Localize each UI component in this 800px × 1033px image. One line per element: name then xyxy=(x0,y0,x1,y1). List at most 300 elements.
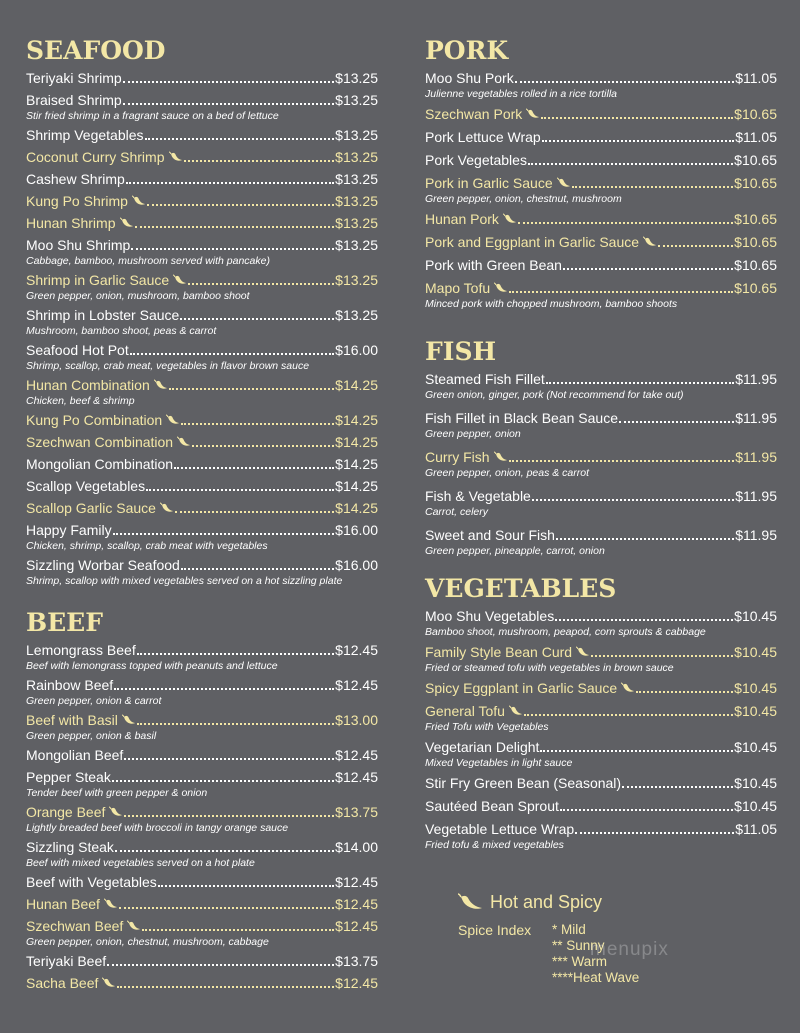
item-name: Hunan Pork xyxy=(425,211,499,227)
dot-leader xyxy=(114,677,334,690)
dot-leader xyxy=(575,821,734,834)
menu-item-row xyxy=(425,703,777,720)
section-fish xyxy=(425,338,777,557)
item-description: Beef with lemongrass topped with peanuts and lettuce xyxy=(26,660,278,672)
item-description: Green pepper, pineapple, carrot, onion xyxy=(425,545,605,557)
menu-item-row xyxy=(26,953,378,970)
item-description: Tender beef with green pepper & onion xyxy=(26,787,208,799)
dot-leader xyxy=(130,342,334,355)
chili-pepper-icon xyxy=(102,977,116,988)
item-price: $13.25 xyxy=(335,70,378,86)
menu-item-row xyxy=(425,410,777,427)
menu-item-row xyxy=(425,152,777,169)
chili-pepper-icon xyxy=(557,177,571,188)
item-name: Szechwan Pork xyxy=(425,106,523,122)
menu-item-teriyaki-beef xyxy=(26,953,378,970)
chili-pepper-icon xyxy=(160,502,174,513)
item-price: $12.45 xyxy=(335,975,378,991)
item-price: $10.45 xyxy=(734,644,777,660)
menu-item-row xyxy=(425,106,777,123)
chili-pepper-icon xyxy=(509,705,523,716)
item-description: Green pepper, onion, chestnut, mushroom, cabbage xyxy=(26,936,269,948)
menu-item-row xyxy=(425,821,777,838)
item-price: $13.25 xyxy=(335,307,378,323)
menu-item-curry-fish xyxy=(425,449,777,479)
item-description: Beef with mixed vegetables served on a hot plate xyxy=(26,857,255,869)
menu-item-pork-with-green-bean xyxy=(425,257,777,274)
beef-title: BEEF xyxy=(26,608,103,637)
item-price: $10.45 xyxy=(734,775,777,791)
item-name: Fish & Vegetable xyxy=(425,488,531,504)
dot-leader xyxy=(546,371,734,384)
menu-item-orange-beef xyxy=(26,804,378,834)
item-name: Rainbow Beef xyxy=(26,677,114,693)
dot-leader xyxy=(556,527,734,540)
menu-item-row xyxy=(26,70,378,87)
dot-leader xyxy=(145,127,335,140)
menu-item-row xyxy=(26,839,378,856)
item-price: $11.95 xyxy=(735,527,777,543)
menu-item-shrimp-in-garlic-sauce xyxy=(26,272,378,302)
dot-leader xyxy=(622,775,733,788)
item-name: Mongolian Combination xyxy=(26,456,174,472)
item-name: Sacha Beef xyxy=(26,975,99,991)
dot-leader xyxy=(115,839,334,852)
pork-title: PORK xyxy=(425,36,509,65)
item-name: Cashew Shrimp xyxy=(26,171,125,187)
menu-item-scallop-vegetables xyxy=(26,478,378,495)
item-price: $10.45 xyxy=(734,739,777,755)
item-price: $11.95 xyxy=(735,371,777,387)
item-description: Bamboo shoot, mushroom, peapod, corn sprouts & cabbage xyxy=(425,626,706,638)
chili-pepper-icon xyxy=(643,236,657,247)
menu-item-sweet-and-sour-fish xyxy=(425,527,777,557)
item-description: Fried tofu & mixed vegetables xyxy=(425,839,564,851)
section-beef xyxy=(26,609,378,992)
section-seafood xyxy=(26,37,378,587)
dot-leader xyxy=(560,798,733,811)
menu-item-sizzling-worbar-seafood xyxy=(26,557,378,587)
chili-pepper-icon xyxy=(154,379,168,390)
chili-pepper-icon xyxy=(458,893,484,911)
dot-leader xyxy=(658,234,733,247)
item-price: $13.00 xyxy=(335,712,378,728)
dot-leader xyxy=(123,70,334,83)
item-name: Beef with Basil xyxy=(26,712,118,728)
menu-item-row xyxy=(26,918,378,935)
dot-leader xyxy=(126,171,334,184)
chili-pepper-icon xyxy=(494,282,508,293)
item-name: Szechwan Combination xyxy=(26,434,174,450)
dot-leader xyxy=(509,449,735,462)
menu-item-pork-vegetables xyxy=(425,152,777,169)
item-price: $10.45 xyxy=(734,608,777,624)
menu-item-row xyxy=(425,211,777,228)
item-price: $14.25 xyxy=(335,412,378,428)
dot-leader xyxy=(123,92,334,105)
menu-item-row xyxy=(26,642,378,659)
item-name: Teriyaki Shrimp xyxy=(26,70,122,86)
item-name: Shrimp in Garlic Sauce xyxy=(26,272,170,288)
item-price: $11.95 xyxy=(735,410,777,426)
menu-item-mongolian-beef xyxy=(26,747,378,764)
item-name: Seafood Hot Pot xyxy=(26,342,129,358)
item-name: Vegetable Lettuce Wrap xyxy=(425,821,575,837)
menu-item-row xyxy=(26,171,378,188)
item-price: $13.25 xyxy=(335,171,378,187)
menu-item-mapo-tofu xyxy=(425,280,777,310)
dot-leader xyxy=(532,488,734,501)
item-description: Mixed Vegetables in light sauce xyxy=(425,757,573,769)
item-name: Steamed Fish Fillet xyxy=(425,371,545,387)
item-description: Mushroom, bamboo shoot, peas & carrot xyxy=(26,325,217,337)
item-description: Green pepper, onion, peas & carrot xyxy=(425,467,590,479)
dot-leader xyxy=(188,272,334,285)
menu-item-saut-ed-bean-sprout xyxy=(425,798,777,815)
dot-leader xyxy=(181,557,334,570)
menu-item-pork-lettuce-wrap xyxy=(425,129,777,146)
watermark: menupix xyxy=(590,939,669,960)
item-name: Hunan Beef xyxy=(26,896,100,912)
item-name: General Tofu xyxy=(425,703,505,719)
item-name: Braised Shrimp xyxy=(26,92,122,108)
menu-item-kung-po-shrimp xyxy=(26,193,378,210)
chili-pepper-icon xyxy=(166,414,180,425)
item-description: Shrimp, scallop, crab meat, vegetables in flavor brown sauce xyxy=(26,360,310,372)
menu-item-scallop-garlic-sauce xyxy=(26,500,378,517)
item-price: $13.25 xyxy=(335,193,378,209)
menu-item-row xyxy=(26,478,378,495)
item-price: $14.25 xyxy=(335,500,378,516)
menu-item-row xyxy=(26,127,378,144)
dot-leader xyxy=(524,703,733,716)
chili-pepper-icon xyxy=(173,274,187,285)
menu-item-shrimp-in-lobster-sauce xyxy=(26,307,378,337)
item-name: Mongolian Beef xyxy=(26,747,124,763)
menu-item-row xyxy=(425,775,777,792)
item-name: Shrimp Vegetables xyxy=(26,127,144,143)
item-price: $10.65 xyxy=(734,211,777,227)
item-name: Orange Beef xyxy=(26,804,106,820)
menu-item-row xyxy=(425,488,777,505)
legend-title-text: Hot and Spicy xyxy=(490,891,603,912)
chili-pepper-icon xyxy=(122,714,136,725)
menu-item-row xyxy=(26,149,378,166)
item-name: Spicy Eggplant in Garlic Sauce xyxy=(425,680,618,696)
chili-pepper-icon xyxy=(120,217,134,228)
dot-leader xyxy=(181,412,334,425)
menu-item-row xyxy=(425,449,777,466)
chili-pepper-icon xyxy=(621,682,635,693)
section-pork xyxy=(425,37,777,310)
fish-title: FISH xyxy=(425,337,497,366)
chili-pepper-icon xyxy=(177,436,191,447)
item-name: Teriyaki Beef xyxy=(26,953,107,969)
item-price: $11.05 xyxy=(735,70,777,86)
item-price: $10.45 xyxy=(734,798,777,814)
dot-leader xyxy=(112,769,334,782)
menu-item-beef-with-vegetables xyxy=(26,874,378,891)
menu-item-happy-family xyxy=(26,522,378,552)
item-description: Cabbage, bamboo, mushroom served with pancake) xyxy=(26,255,270,267)
menu-item-rainbow-beef xyxy=(26,677,378,707)
menu-item-row xyxy=(26,804,378,821)
menu-item-hunan-shrimp xyxy=(26,215,378,232)
menu-item-row xyxy=(26,975,378,992)
menu-item-sacha-beef xyxy=(26,975,378,992)
menu-item-row xyxy=(425,129,777,146)
dot-leader xyxy=(107,953,334,966)
item-price: $13.75 xyxy=(335,953,378,969)
item-name: Moo Shu Pork xyxy=(425,70,514,86)
item-price: $13.75 xyxy=(335,804,378,820)
dot-leader xyxy=(135,215,335,228)
item-price: $10.65 xyxy=(734,257,777,273)
item-name: Pork with Green Bean xyxy=(425,257,562,273)
chili-pepper-icon xyxy=(104,898,118,909)
spice-level-mild: * Mild xyxy=(552,922,586,937)
menu-item-row xyxy=(26,307,378,324)
dot-leader xyxy=(180,307,334,320)
item-price: $12.45 xyxy=(335,642,378,658)
menu-item-teriyaki-shrimp xyxy=(26,70,378,87)
item-description: Green pepper, onion & carrot xyxy=(26,695,162,707)
menu-item-beef-with-basil xyxy=(26,712,378,742)
item-description: Green onion, ginger, pork (Not recommend for take out) xyxy=(425,389,684,401)
menu-item-row xyxy=(26,557,378,574)
dot-leader xyxy=(146,478,334,491)
item-name: Hunan Shrimp xyxy=(26,215,116,231)
menu-item-moo-shu-shrimp xyxy=(26,237,378,267)
menu-item-family-style-bean-curd xyxy=(425,644,777,674)
spice-index-label: Spice Index xyxy=(458,922,532,938)
item-name: Coconut Curry Shrimp xyxy=(26,149,165,165)
item-name: Lemongrass Beef xyxy=(26,642,136,658)
item-price: $11.05 xyxy=(735,129,777,145)
menu-item-row xyxy=(26,456,378,473)
item-price: $10.65 xyxy=(734,175,777,191)
item-description: Shrimp, scallop with mixed vegetables served on a hot sizzling plate xyxy=(26,575,343,587)
item-price: $10.65 xyxy=(734,106,777,122)
chili-pepper-icon xyxy=(494,451,508,462)
item-name: Curry Fish xyxy=(425,449,490,465)
menu-item-row xyxy=(26,896,378,913)
menu-item-row xyxy=(26,237,378,254)
item-name: Vegetarian Delight xyxy=(425,739,540,755)
menu-item-pepper-steak xyxy=(26,769,378,799)
dot-leader xyxy=(541,106,733,119)
dot-leader xyxy=(137,712,334,725)
menu-item-general-tofu xyxy=(425,703,777,733)
dot-leader xyxy=(540,739,733,752)
spice-level-heat-wave: ****Heat Wave xyxy=(552,970,640,985)
menu-item-moo-shu-vegetables xyxy=(425,608,777,638)
chili-pepper-icon xyxy=(526,108,540,119)
menu-item-row xyxy=(26,769,378,786)
menu-item-pork-in-garlic-sauce xyxy=(425,175,777,205)
chili-pepper-icon xyxy=(503,213,517,224)
dot-leader xyxy=(142,918,334,931)
item-name: Scallop Vegetables xyxy=(26,478,146,494)
item-price: $14.25 xyxy=(335,456,378,472)
item-description: Green pepper, onion & basil xyxy=(26,730,157,742)
menu-item-fish-fillet-in-black-bean-sauce xyxy=(425,410,777,440)
legend-body xyxy=(458,920,718,985)
spice-level-sunny: ** Sunny xyxy=(552,938,605,953)
menu-item-row xyxy=(425,175,777,192)
dot-leader xyxy=(591,644,733,657)
chili-pepper-icon xyxy=(109,806,123,817)
menu-item-fish-vegetable xyxy=(425,488,777,518)
menu-item-row xyxy=(26,747,378,764)
item-name: Sautéed Bean Sprout xyxy=(425,798,559,814)
item-price: $10.65 xyxy=(734,234,777,250)
menu-item-row xyxy=(425,371,777,388)
chili-pepper-icon xyxy=(576,646,590,657)
item-name: Moo Shu Shrimp xyxy=(26,237,131,253)
item-price: $14.00 xyxy=(335,839,378,855)
item-name: Beef with Vegetables xyxy=(26,874,157,890)
menu-item-stir-fry-green-bean-seasonal xyxy=(425,775,777,792)
chili-pepper-icon xyxy=(127,920,141,931)
menu-item-szechwan-pork xyxy=(425,106,777,123)
dot-leader xyxy=(119,896,334,909)
menu-item-szechwan-beef xyxy=(26,918,378,948)
item-price: $14.25 xyxy=(335,434,378,450)
chili-pepper-icon xyxy=(169,151,183,162)
item-price: $10.45 xyxy=(734,703,777,719)
menu-item-row xyxy=(26,434,378,451)
item-description: Fried Tofu with Vegetables xyxy=(425,721,549,733)
item-name: Pork Lettuce Wrap xyxy=(425,129,541,145)
menu-item-row xyxy=(425,644,777,661)
seafood-title: SEAFOOD xyxy=(26,36,166,65)
item-description: Julienne vegetables rolled in a rice tortilla xyxy=(425,88,618,100)
menu-item-row xyxy=(425,280,777,297)
menu-item-kung-po-combination xyxy=(26,412,378,429)
menu-item-row xyxy=(26,272,378,289)
item-price: $13.25 xyxy=(335,237,378,253)
item-description: Chicken, shrimp, scallop, crab meat with vegetables xyxy=(26,540,268,552)
item-price: $13.25 xyxy=(335,215,378,231)
item-description: Fried or steamed tofu with vegetables in brown sauce xyxy=(425,662,674,674)
dot-leader xyxy=(124,804,334,817)
dot-leader xyxy=(542,129,735,142)
menu-item-moo-shu-pork xyxy=(425,70,777,100)
item-name: Shrimp in Lobster Sauce xyxy=(26,307,180,323)
item-price: $14.25 xyxy=(335,377,378,393)
item-name: Moo Shu Vegetables xyxy=(425,608,555,624)
item-name: Fish Fillet in Black Bean Sauce xyxy=(425,410,618,426)
item-price: $12.45 xyxy=(335,874,378,890)
menu-item-vegetable-lettuce-wrap xyxy=(425,821,777,851)
menu-item-hunan-combination xyxy=(26,377,378,407)
item-name: Kung Po Shrimp xyxy=(26,193,128,209)
item-name: Mapo Tofu xyxy=(425,280,491,296)
item-name: Hunan Combination xyxy=(26,377,150,393)
menu-item-row xyxy=(26,712,378,729)
menu-item-row xyxy=(425,608,777,625)
spice-level-warm: *** Warm xyxy=(552,954,608,969)
vegetables-title: VEGETABLES xyxy=(425,574,617,603)
menu-item-szechwan-combination xyxy=(26,434,378,451)
item-price: $13.25 xyxy=(335,127,378,143)
item-price: $16.00 xyxy=(335,342,378,358)
item-name: Sweet and Sour Fish xyxy=(425,527,555,543)
dot-leader xyxy=(124,747,334,760)
item-price: $10.65 xyxy=(734,280,777,296)
item-price: $10.45 xyxy=(734,680,777,696)
item-price: $11.05 xyxy=(735,821,777,837)
menu-item-row xyxy=(26,377,378,394)
item-name: Scallop Garlic Sauce xyxy=(26,500,156,516)
menu-item-coconut-curry-shrimp xyxy=(26,149,378,166)
item-description: Green pepper, onion, mushroom, bamboo shoot xyxy=(26,290,250,302)
dot-leader xyxy=(192,434,334,447)
item-price: $14.25 xyxy=(335,478,378,494)
dot-leader xyxy=(509,280,733,293)
menu-item-sizzling-steak xyxy=(26,839,378,869)
item-price: $12.45 xyxy=(335,677,378,693)
dot-leader xyxy=(131,237,334,250)
item-price: $16.00 xyxy=(335,522,378,538)
item-price: $12.45 xyxy=(335,769,378,785)
dot-leader xyxy=(117,975,334,988)
menu-item-hunan-pork xyxy=(425,211,777,228)
dot-leader xyxy=(619,410,734,423)
item-name: Pork Vegetables xyxy=(425,152,527,168)
dot-leader xyxy=(528,152,733,165)
menu-item-seafood-hot-pot xyxy=(26,342,378,372)
menu-item-row xyxy=(26,92,378,109)
menu-item-row xyxy=(425,234,777,251)
menu-item-cashew-shrimp xyxy=(26,171,378,188)
item-name: Sizzling Worbar Seafood xyxy=(26,557,180,573)
menu-item-row xyxy=(26,215,378,232)
spice-legend xyxy=(458,890,718,985)
menu-item-spicy-eggplant-in-garlic-sauce xyxy=(425,680,777,697)
dot-leader xyxy=(636,680,733,693)
menu-item-row xyxy=(26,500,378,517)
menu-item-row xyxy=(26,193,378,210)
dot-leader xyxy=(515,70,735,83)
menu-item-row xyxy=(26,522,378,539)
menu-item-braised-shrimp xyxy=(26,92,378,122)
chili-pepper-icon xyxy=(132,195,146,206)
menu-item-vegetarian-delight xyxy=(425,739,777,769)
item-price: $13.25 xyxy=(335,272,378,288)
item-price: $13.25 xyxy=(335,92,378,108)
section-vegetables xyxy=(425,575,777,851)
menu-item-pork-and-eggplant-in-garlic-sauce xyxy=(425,234,777,251)
item-price: $13.25 xyxy=(335,149,378,165)
menu-item-steamed-fish-fillet xyxy=(425,371,777,401)
dot-leader xyxy=(174,456,334,469)
menu-item-row xyxy=(425,527,777,544)
item-price: $12.45 xyxy=(335,918,378,934)
menu-item-row xyxy=(26,412,378,429)
item-name: Stir Fry Green Bean (Seasonal) xyxy=(425,775,622,791)
item-description: Carrot, celery xyxy=(425,506,489,518)
menu-item-mongolian-combination xyxy=(26,456,378,473)
item-price: $12.45 xyxy=(335,747,378,763)
dot-leader xyxy=(113,522,335,535)
dot-leader xyxy=(137,642,334,655)
item-description: Minced pork with chopped mushroom, bamboo shoots xyxy=(425,298,678,310)
item-name: Sizzling Steak xyxy=(26,839,114,855)
dot-leader xyxy=(147,193,334,206)
menu-item-row xyxy=(425,70,777,87)
